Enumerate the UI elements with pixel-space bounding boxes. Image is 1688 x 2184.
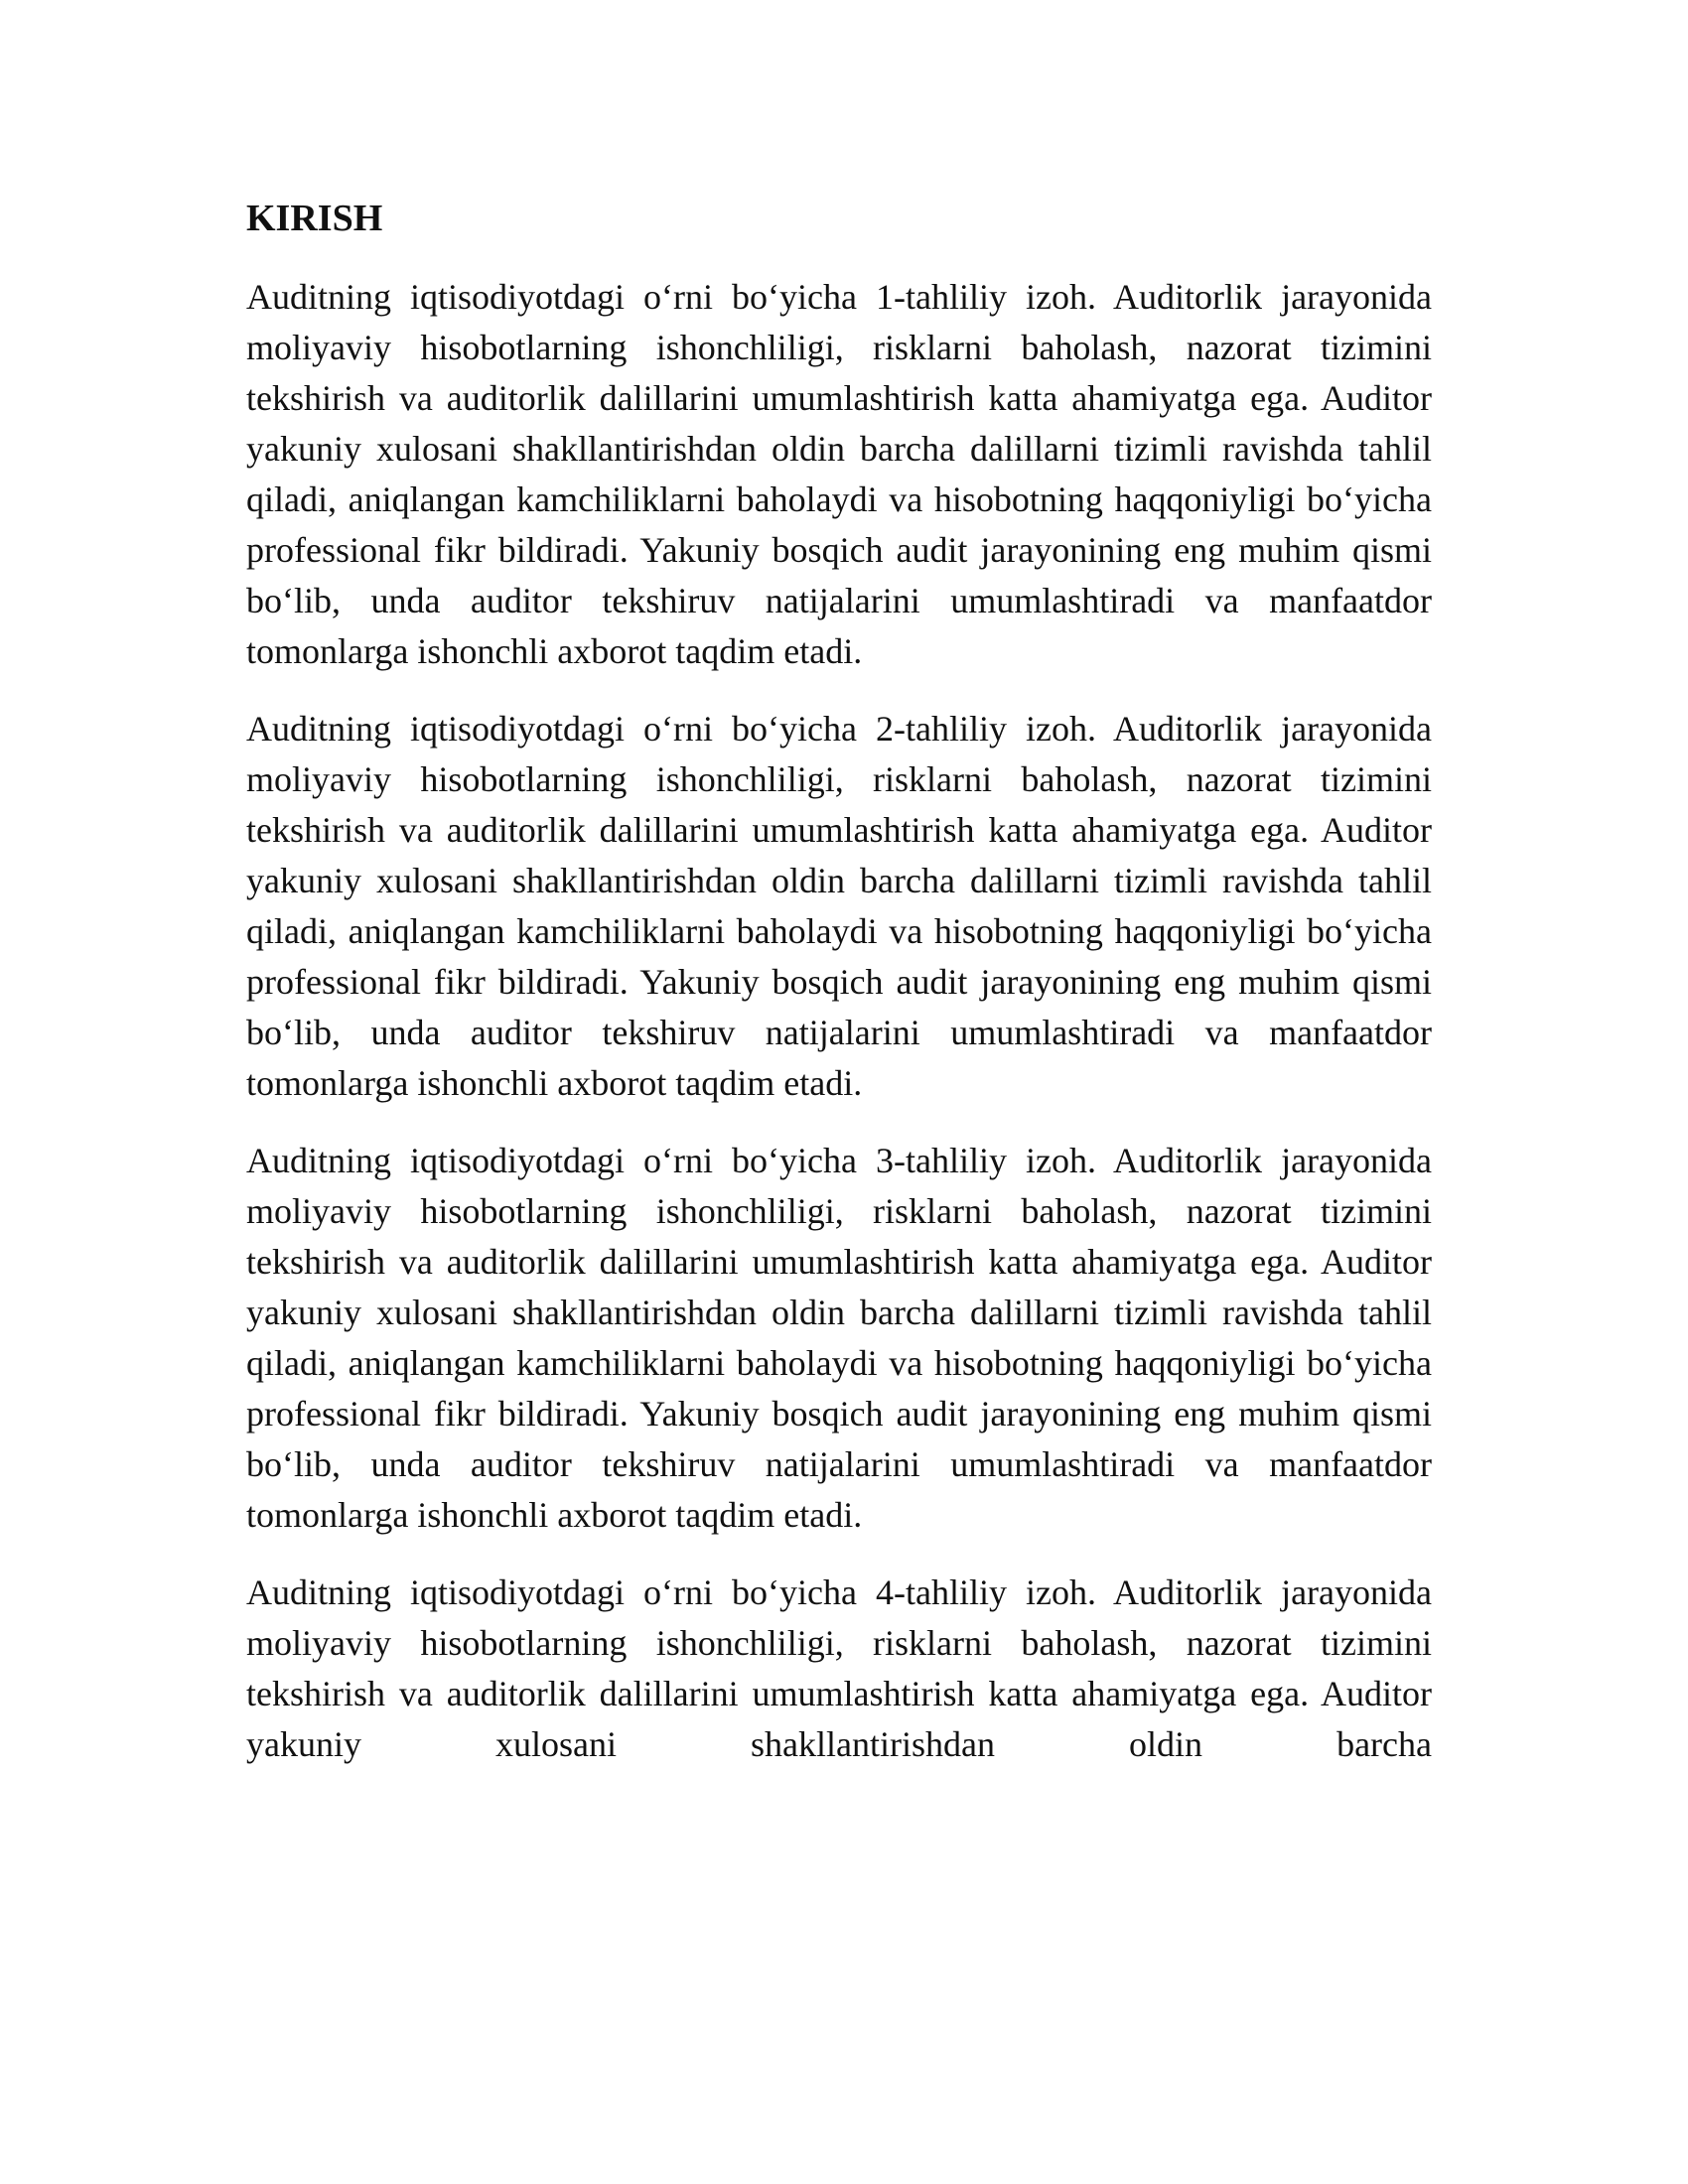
page-content	[246, 195, 1432, 1797]
paragraph-4: Auditning iqtisodiyotdagi o‘rni bo‘yicha 4-tahliliy izoh. Auditorlik jarayonida moliyaviy hisobotlarning ishonchliligi, risklarni baholash, nazorat tizimini tekshirish va auditorlik dalillarini umumlashtirish katta ahamiyatga ega. Auditor yakuniy xulosani shakllantirishdan oldin barcha	[246, 1572, 1432, 1764]
section-heading: KIRISH	[246, 198, 383, 239]
paragraph-2: Auditning iqtisodiyotdagi o‘rni bo‘yicha 2-tahliliy izoh. Auditorlik jarayonida moliyaviy hisobotlarning ishonchliligi, risklarni baholash, nazorat tizimini tekshirish va auditorlik dalillarini umumlashtirish katta ahamiyatga ega. Auditor yakuniy xulosani shakllantirishdan oldin barcha dalillarni tizimli ravishda tahlil qiladi, aniqlangan kamchiliklarni baholaydi va hisobotning haqqoniyligi bo‘yicha professional fikr bildiradi. Yakuniy bosqich audit jarayonining eng muhim qismi bo‘lib, unda auditor tekshiruv natijalarini umumlashtiradi va manfaatdor tomonlarga ishonchli axborot taqdim etadi.	[246, 709, 1432, 1103]
paragraph-3: Auditning iqtisodiyotdagi o‘rni bo‘yicha 3-tahliliy izoh. Auditorlik jarayonida moliyaviy hisobotlarning ishonchliligi, risklarni baholash, nazorat tizimini tekshirish va auditorlik dalillarini umumlashtirish katta ahamiyatga ega. Auditor yakuniy xulosani shakllantirishdan oldin barcha dalillarni tizimli ravishda tahlil qiladi, aniqlangan kamchiliklarni baholaydi va hisobotning haqqoniyligi bo‘yicha professional fikr bildiradi. Yakuniy bosqich audit jarayonining eng muhim qismi bo‘lib, unda auditor tekshiruv natijalarini umumlashtiradi va manfaatdor tomonlarga ishonchli axborot taqdim etadi.	[246, 1141, 1432, 1535]
paragraph-1: Auditning iqtisodiyotdagi o‘rni bo‘yicha 1-tahliliy izoh. Auditorlik jarayonida moliyaviy hisobotlarning ishonchliligi, risklarni baholash, nazorat tizimini tekshirish va auditorlik dalillarini umumlashtirish katta ahamiyatga ega. Auditor yakuniy xulosani shakllantirishdan oldin barcha dalillarni tizimli ravishda tahlil qiladi, aniqlangan kamchiliklarni baholaydi va hisobotning haqqoniyligi bo‘yicha professional fikr bildiradi. Yakuniy bosqich audit jarayonining eng muhim qismi bo‘lib, unda auditor tekshiruv natijalarini umumlashtiradi va manfaatdor tomonlarga ishonchli axborot taqdim etadi.	[246, 277, 1432, 671]
